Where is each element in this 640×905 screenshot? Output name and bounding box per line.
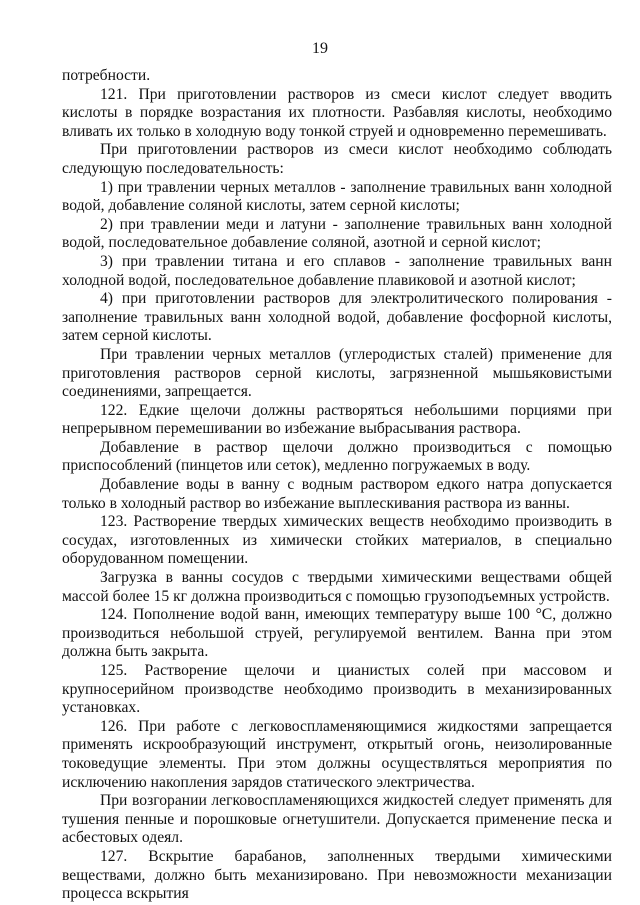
paragraph: При приготовлении растворов из смеси кислот необходимо соблюдать следующую последовательность: [62,141,612,177]
paragraph: 126. При работе с легковоспламеняющимися жидкостями запрещается применять искрообразующий инструмент, открытый огонь, неизолированные токоведущие элементы. При этом должны осуществляться мероприятия по исключению накопления зарядов статического электричества. [62,717,612,791]
paragraph: При возгорании легковоспламеняющихся жидкостей следует применять для тушения пенные и порошковые огнетушители. Допускается применение песка и асбестовых одеял. [62,792,612,847]
paragraph: 121. При приготовлении растворов из смеси кислот следует вводить кислоты в порядке возрастания их плотности. Разбавляя кислоты, необходимо вливать их только в холодную воду тонкой струей и одновременно перемешивать. [62,85,612,140]
paragraph: 4) при приготовлении растворов для электролитического полирования - заполнение травильных ванн холодной водой, добавление фосфорной кислоты, затем серной кислоты. [62,290,612,345]
paragraph: 3) при травлении титана и его сплавов - заполнение травильных ванн холодной водой, последовательное добавление плавиковой и азотной кислот; [62,252,612,289]
paragraph: 122. Едкие щелочи должны растворяться небольшими порциями при непрерывном перемешивании во избежание выбрасывания раствора. [62,401,612,438]
paragraph: 127. Вскрытие барабанов, заполненных твердыми химическими веществами, должно быть механизировано. При невозможности механизации процесса вскрытия [62,847,612,903]
paragraph: Добавление воды в ванну с водным раствором едкого натра допускается только в холодный раствор во избежание выплескивания раствора из ванны. [62,476,612,512]
paragraph: 124. Пополнение водой ванн, имеющих температуру выше 100 °С, должно производиться небольшой струей, регулируемой вентилем. Ванна при этом должна быть закрыта. [62,606,612,661]
paragraph: Добавление в раствор щелочи должно производиться с помощью приспособлений (пинцетов или сеток), медленно погружаемых в воду. [62,438,612,475]
paragraph: 1) при травлении черных металлов - заполнение травильных ванн холодной водой, добавление соляной кислоты, затем серной кислоты; [62,178,612,215]
page-number: 19 [312,40,328,57]
paragraph: При травлении черных металлов (углеродистых сталей) применение для приготовления растворов серной кислоты, загрязненной мышьяковистыми соединениями, запрещается. [62,345,612,401]
document-body [62,67,612,904]
paragraph: 125. Растворение щелочи и цианистых солей при массовом и крупносерийном производстве необходимо производить в механизированных установках. [62,662,612,717]
paragraph: 123. Растворение твердых химических веществ необходимо производить в сосудах, изготовленных из химически стойких материалов, в специально оборудованном помещении. [62,513,612,568]
paragraph: Загрузка в ванны сосудов с твердыми химическими веществами общей массой более 15 кг должна производиться с помощью грузоподъемных устройств. [62,569,612,605]
paragraph: потребности. [62,67,151,84]
paragraph: 2) при травлении меди и латуни - заполнение травильных ванн холодной водой, последовательное добавление соляной, азотной и серной кислот; [62,215,612,252]
